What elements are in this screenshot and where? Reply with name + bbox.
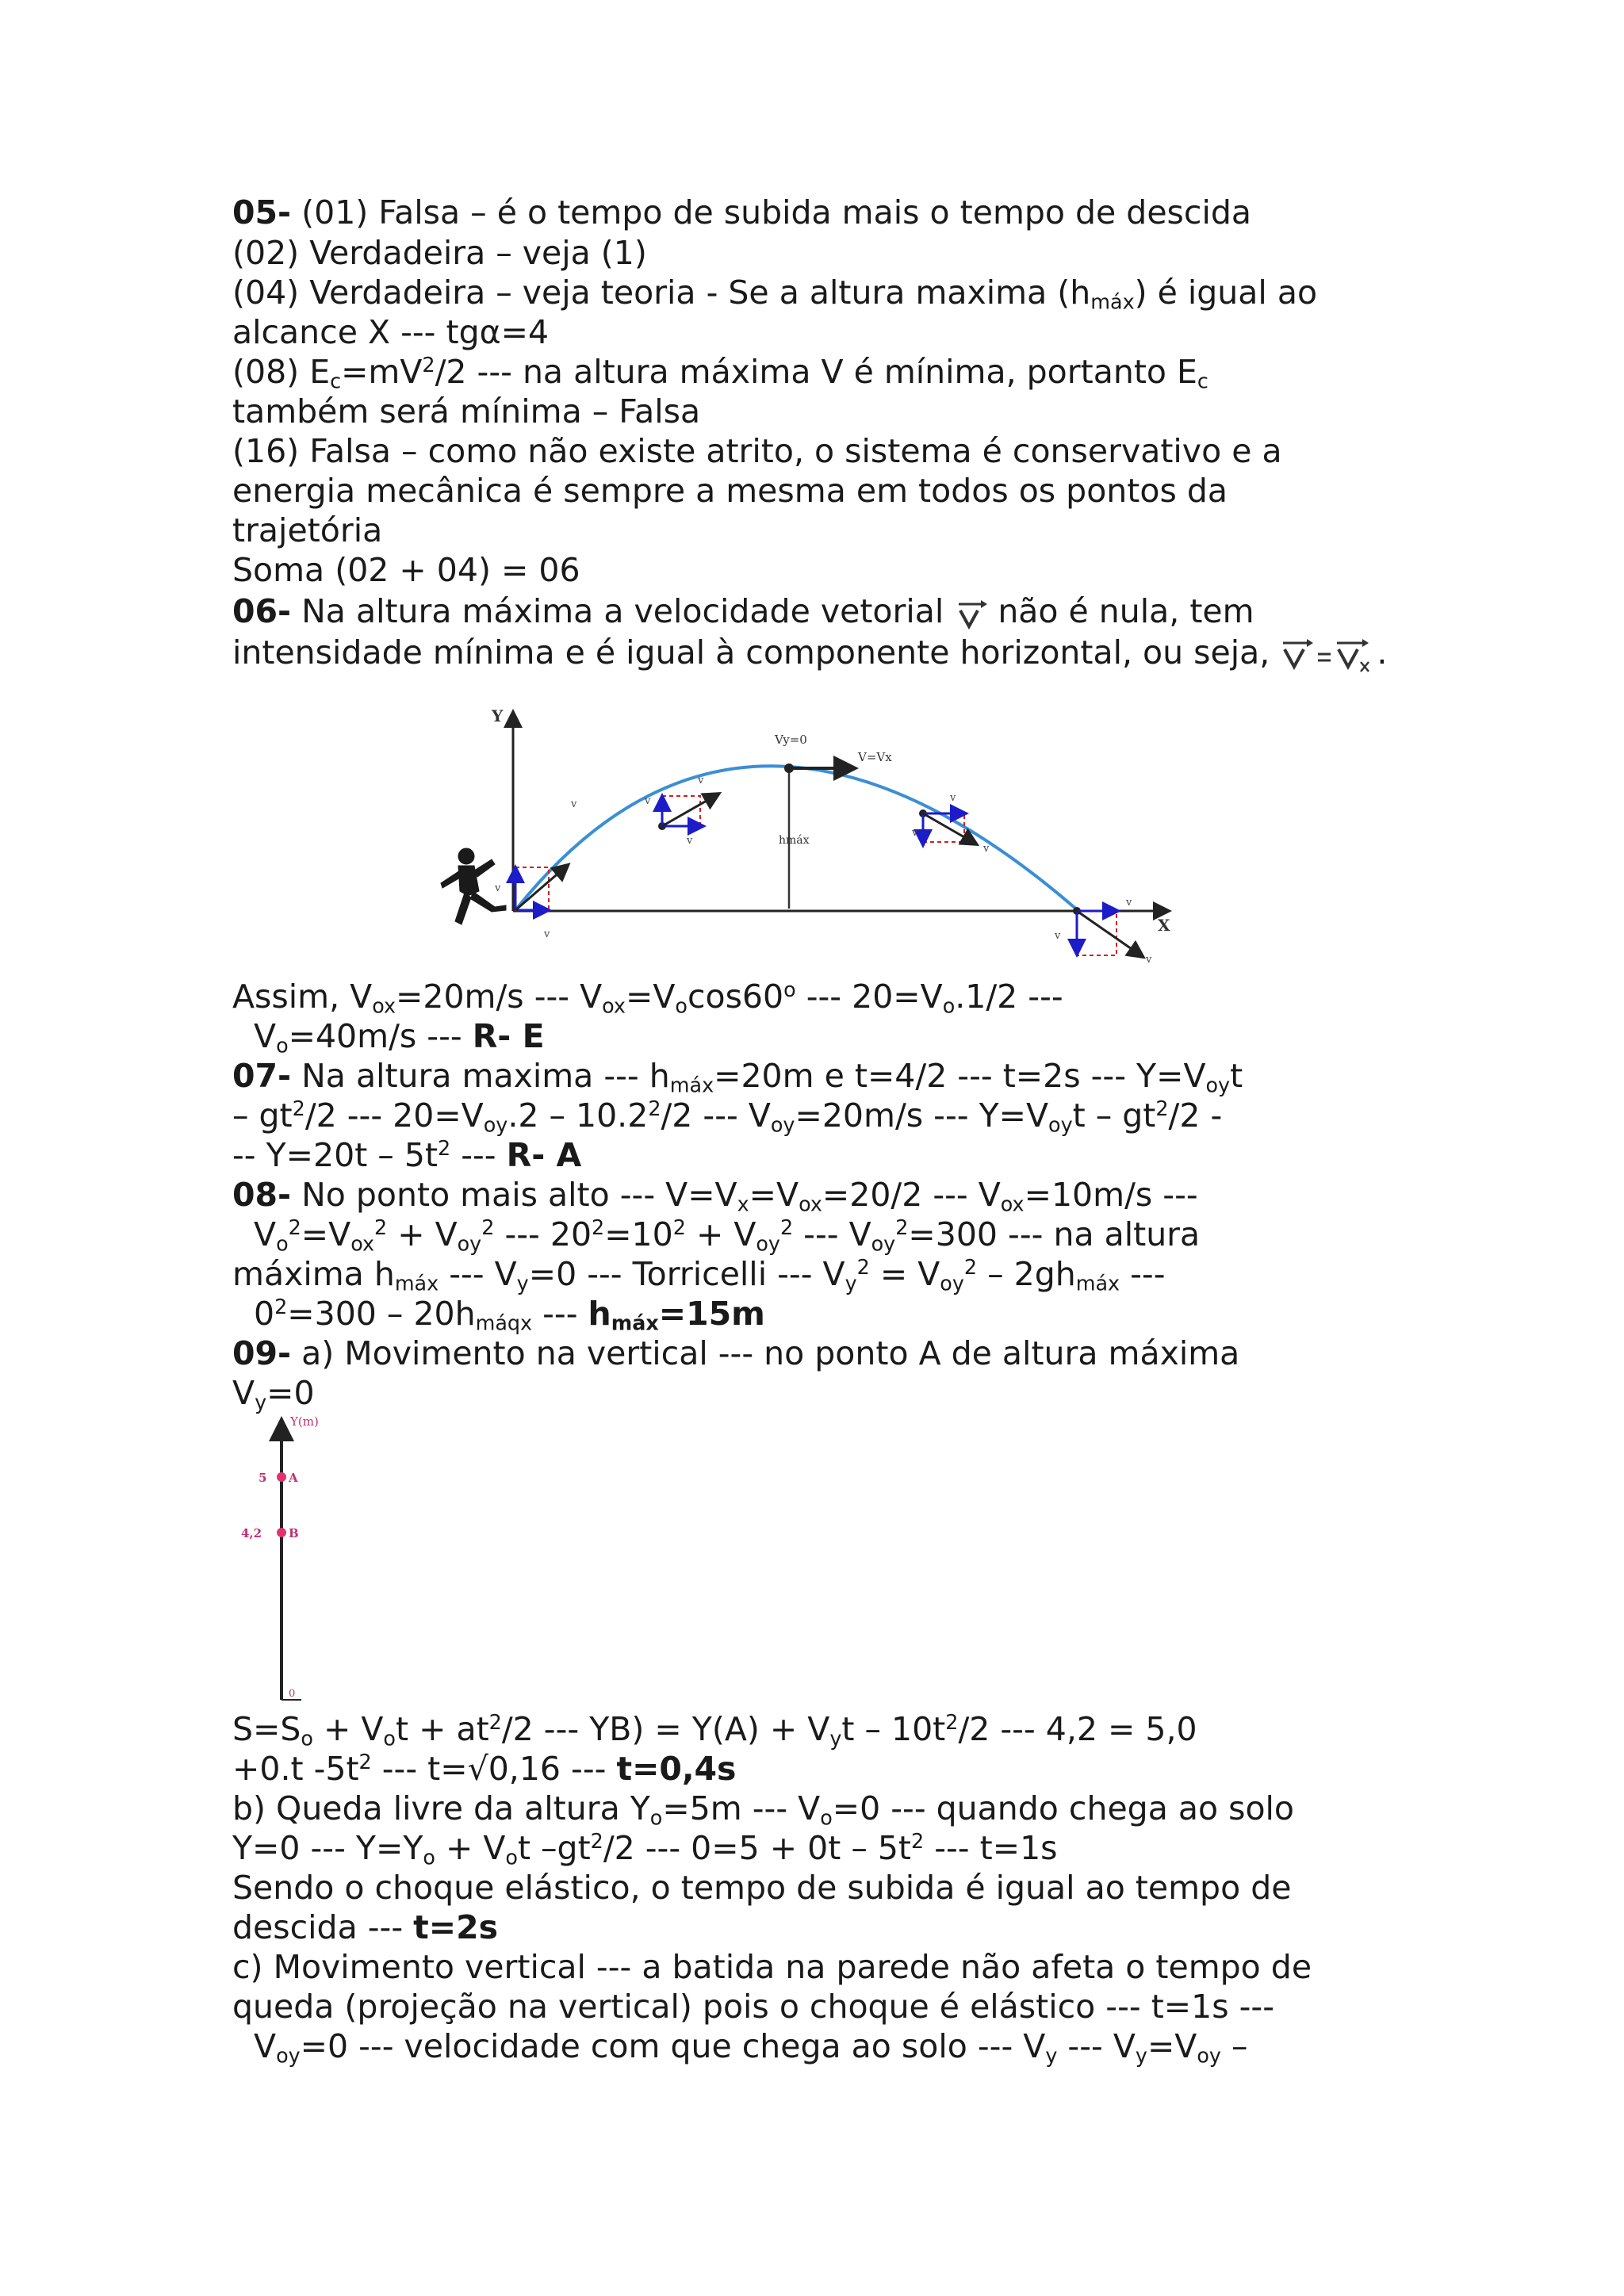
x-axis-label: X bbox=[1158, 916, 1170, 935]
q09-b-line-4: descida --- t=2s bbox=[232, 1908, 499, 1946]
svg-text:v: v bbox=[571, 798, 577, 810]
vector-v-equals-vx-icon bbox=[1280, 637, 1377, 673]
svg-text:v: v bbox=[1126, 897, 1132, 909]
q09-b-line-2: Y=0 --- $Y=Y_o + V_ot$ $-gt^2/2$ --- $0=5 + 0t - 5t^2$ --- t=1s bbox=[232, 1829, 1058, 1869]
q08-line-4: $0^2=300 - 20h_{máqx}$ --- $h_{máx}=15m$ bbox=[254, 1295, 765, 1335]
q08-line-1: 08- No ponto mais alto --- $V=V_x=V_{ox}=20/2$ --- $V_{ox}=10m/s$ --- bbox=[232, 1176, 1198, 1216]
svg-text:v: v bbox=[544, 928, 550, 940]
q09-a-line-1: $S=S_o + V_ot + at^2/2$ --- $YB) = Y(A) + V_yt - 10t^2/2$ --- 4,2 = 5,0 bbox=[232, 1710, 1197, 1751]
q09-line-2: $V_y=0$ bbox=[232, 1374, 315, 1414]
q05-sum: Soma (02 + 04) = 06 bbox=[232, 551, 580, 589]
q05-line-8: energia mecânica é sempre a mesma em todos os pontos da bbox=[232, 472, 1228, 510]
q05-line-6: também será mínima – Falsa bbox=[232, 392, 701, 430]
projectile-trajectory-figure bbox=[428, 701, 1221, 970]
svg-text:v: v bbox=[912, 827, 918, 839]
apex-vy-label: Vy=0 bbox=[775, 733, 807, 747]
svg-text:v: v bbox=[495, 882, 501, 894]
point-b-marker bbox=[277, 1528, 286, 1537]
point-b-value: 4,2 bbox=[241, 1526, 262, 1540]
q06-line-2: intensidade mínima e é igual à componente horizontal, ou seja, . bbox=[232, 633, 1388, 672]
hmax-label: hmáx bbox=[779, 834, 810, 847]
q05-line-7: (16) Falsa – como não existe atrito, o sistema é conservativo e a bbox=[232, 432, 1282, 470]
q05-line-5: (08) $E_c=mV^2/2$ --- na altura máxima V é mínima, portanto $E_c$ bbox=[232, 353, 1208, 393]
vector-v-icon bbox=[954, 598, 987, 629]
vertical-axis-figure bbox=[238, 1413, 365, 1706]
y-axis-label: Y bbox=[492, 706, 504, 725]
apex-v-label: V=Vx bbox=[858, 750, 892, 764]
point-a-value: 5 bbox=[259, 1471, 267, 1485]
q09-c-line-3: $V_{oy}=0$ --- velocidade com que chega ao solo --- $V_y$ --- $V_y=V_{oy}$ – bbox=[254, 2027, 1248, 2068]
q05-line-2: (02) Verdadeira – veja (1) bbox=[232, 234, 647, 272]
y-axis-title: Y(m) bbox=[290, 1414, 319, 1429]
q09-a-line-2: +0.t $-5t^2$ --- t=√0,16 --- t=0,4s bbox=[232, 1750, 737, 1788]
point-a-label: A bbox=[289, 1471, 298, 1485]
q09-line-1: 09- a) Movimento na vertical --- no ponto A de altura máxima bbox=[232, 1334, 1240, 1372]
q06-answer-line-2: $V_o=40m/s$ --- R- E bbox=[254, 1017, 545, 1058]
origin-label: 0 bbox=[289, 1688, 296, 1700]
svg-text:v: v bbox=[1146, 954, 1152, 966]
svg-text:v: v bbox=[983, 843, 990, 855]
q07-line-1: 07- Na altura maxima --- $h_{máx}=20m$ e t=4/2 --- t=2s --- $Y=V_{oy}t$ bbox=[232, 1057, 1243, 1097]
q07-line-2: – $gt^2/2$ --- $20=V_{oy}.2 - 10.2^2/2$ --- $V_{oy}=20m/s$ --- $Y=V_{oy}t - gt^2/2$ - bbox=[232, 1096, 1223, 1137]
q05-line-9: trajetória bbox=[232, 511, 383, 549]
point-b-label: B bbox=[289, 1526, 299, 1540]
q06-answer-line-1: Assim, $V_{ox}=20m/s$ --- $V_{ox}=V_o\cos 60^o$ --- $20=V_o.1/2$ --- bbox=[232, 978, 1063, 1018]
q08-line-3: máxima $h_{máx}$ --- $V_y=0$ --- Torricelli --- $V_y^2 = V_{oy}^2 - 2gh_{máx}$ --- bbox=[232, 1255, 1166, 1295]
svg-text:v: v bbox=[645, 795, 651, 807]
svg-text:v: v bbox=[1055, 930, 1061, 942]
svg-text:v: v bbox=[687, 835, 693, 847]
q05-line-4: alcance X --- tgα=4 bbox=[232, 313, 550, 351]
q07-line-3: -- $Y=20t - 5t^2$ --- R- A bbox=[232, 1136, 582, 1174]
q05-line-1: 05- (01) Falsa – é o tempo de subida mais o tempo de descida bbox=[232, 193, 1251, 232]
q05-line-3: (04) Verdadeira – veja teoria - Se a altura maxima $(h_{máx})$ é igual ao bbox=[232, 274, 1318, 314]
q09-b-line-3: Sendo o choque elástico, o tempo de subida é igual ao tempo de bbox=[232, 1869, 1292, 1907]
q09-c-line-2: queda (projeção na vertical) pois o choque é elástico --- t=1s --- bbox=[232, 1988, 1275, 2026]
q06-line-1: 06- Na altura máxima a velocidade vetorial não é nula, tem bbox=[232, 592, 1254, 630]
point-a-marker bbox=[277, 1472, 286, 1482]
q08-line-2: $V_o^2=V_{ox}^2 + V_{oy}^2$ --- $20^2=10^2 + V_{oy}^2$ --- $V_{oy}^2=300$ --- na altura bbox=[254, 1215, 1201, 1256]
svg-text:v: v bbox=[950, 792, 956, 804]
q09-b-line-1: b) Queda livre da altura $Y_o=5m$ --- $V_o=0$ --- quando chega ao solo bbox=[232, 1789, 1295, 1830]
q09-c-line-1: c) Movimento vertical --- a batida na parede não afeta o tempo de bbox=[232, 1948, 1312, 1986]
svg-text:v: v bbox=[698, 775, 704, 786]
